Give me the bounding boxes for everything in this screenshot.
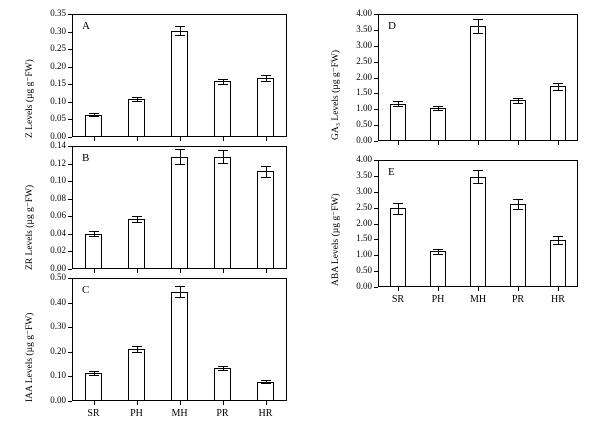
y-tick-mark	[68, 119, 72, 120]
x-tick-mark	[558, 287, 559, 291]
bar-a-pr	[214, 81, 231, 137]
bar-c-ph	[128, 349, 145, 401]
y-tick-mark	[68, 199, 72, 200]
y-tick-label: 3.00	[356, 39, 372, 50]
error-bar-cap	[261, 383, 271, 384]
y-axis-label-c: IAA Levels (µg g⁻FW)	[25, 312, 35, 402]
y-tick-mark	[374, 141, 378, 142]
error-bar-cap	[218, 370, 228, 371]
y-tick-mark	[68, 49, 72, 50]
y-tick-mark	[374, 125, 378, 126]
x-tick-label-mh: MH	[171, 408, 188, 419]
error-bar-cap	[553, 244, 563, 245]
bar-a-sr	[85, 115, 102, 137]
error-bar-cap	[132, 101, 142, 102]
error-bar-cap	[473, 170, 483, 171]
y-tick-label: 0.00	[50, 263, 66, 273]
y-tick-mark	[374, 14, 378, 15]
bar-e-mh	[470, 177, 486, 287]
error-bar-cap	[553, 83, 563, 84]
x-tick-mark	[94, 401, 95, 405]
error-bar-cap	[132, 352, 142, 353]
error-bar-cap	[433, 254, 443, 255]
panel-letter-d: D	[388, 20, 396, 32]
y-tick-mark	[68, 84, 72, 85]
error-bar-cap	[89, 116, 99, 117]
x-tick-mark	[266, 269, 267, 273]
error-bar-cap	[175, 149, 185, 150]
bar-d-ph	[430, 108, 446, 141]
y-tick-label: 0.10	[50, 370, 66, 381]
error-bar-cap	[218, 163, 228, 164]
x-tick-label-pr: PR	[216, 408, 229, 419]
y-tick-mark	[374, 93, 378, 94]
y-tick-mark	[374, 192, 378, 193]
y-tick-label: 3.50	[356, 23, 372, 34]
y-tick-label: 0.00	[50, 131, 66, 141]
y-tick-label: 0.40	[50, 296, 66, 307]
x-tick-mark	[518, 141, 519, 145]
error-bar-cap	[261, 177, 271, 178]
y-tick-label: 0.30	[50, 25, 66, 36]
x-tick-label-pr: PR	[511, 294, 525, 305]
y-tick-label: 0.50	[50, 272, 66, 282]
y-tick-mark	[68, 234, 72, 235]
error-bar-cap	[393, 101, 403, 102]
error-bar-cap	[261, 380, 271, 381]
error-bar-cap	[513, 103, 523, 104]
x-tick-mark	[266, 401, 267, 405]
error-bar-cap	[89, 371, 99, 372]
x-tick-label-hr: HR	[551, 294, 565, 305]
bar-a-ph	[128, 99, 145, 137]
error-bar-d-mh	[478, 19, 479, 33]
panel-letter-b: B	[82, 152, 90, 164]
error-bar-cap	[433, 110, 443, 111]
y-tick-mark	[68, 269, 72, 270]
y-tick-label: 0.15	[50, 78, 66, 89]
y-tick-mark	[68, 137, 72, 138]
error-bar-cap	[433, 249, 443, 250]
error-bar-cap	[218, 79, 228, 80]
y-tick-label: 3.00	[356, 185, 372, 196]
y-tick-mark	[68, 181, 72, 182]
y-tick-label: 0.30	[50, 321, 66, 332]
bar-a-mh	[171, 31, 188, 137]
x-tick-label-sr: SR	[391, 294, 405, 305]
y-tick-label: 4.00	[356, 8, 372, 18]
x-tick-mark	[558, 141, 559, 145]
error-bar-cap	[433, 106, 443, 107]
y-axis-label-a: Z Levels (µg g⁻FW)	[25, 58, 35, 138]
y-axis-label-b: ZR Levels (µg g⁻FW)	[25, 184, 35, 270]
error-bar-cap	[513, 199, 523, 200]
error-bar-cap	[175, 164, 185, 165]
error-bar-cap	[89, 375, 99, 376]
y-tick-mark	[68, 32, 72, 33]
y-tick-mark	[374, 160, 378, 161]
error-bar-b-pr	[223, 150, 224, 162]
y-tick-mark	[68, 303, 72, 304]
x-tick-mark	[478, 141, 479, 145]
x-tick-mark	[478, 287, 479, 291]
x-tick-mark	[223, 269, 224, 273]
y-tick-label: 1.00	[356, 103, 372, 114]
y-tick-label: 0.12	[50, 157, 66, 168]
y-tick-label: 0.14	[50, 140, 66, 150]
y-tick-mark	[374, 109, 378, 110]
x-tick-mark	[94, 269, 95, 273]
error-bar-cap	[175, 26, 185, 27]
error-bar-cap	[473, 19, 483, 20]
error-bar-cap	[175, 35, 185, 36]
bar-c-sr	[85, 373, 102, 401]
y-tick-label: 0.00	[356, 135, 372, 145]
y-tick-label: 1.50	[356, 233, 372, 244]
y-tick-label: 0.00	[50, 395, 66, 405]
y-tick-label: 1.00	[356, 249, 372, 260]
y-tick-label: 2.00	[356, 71, 372, 82]
y-tick-mark	[374, 30, 378, 31]
y-tick-label: 3.50	[356, 169, 372, 180]
error-bar-e-hr	[558, 236, 559, 244]
y-tick-label: 0.50	[356, 265, 372, 276]
x-tick-mark	[223, 137, 224, 141]
error-bar-c-mh	[180, 286, 181, 297]
bar-c-hr	[257, 382, 274, 401]
y-tick-mark	[68, 327, 72, 328]
y-tick-mark	[374, 62, 378, 63]
y-tick-mark	[374, 78, 378, 79]
x-tick-mark	[518, 287, 519, 291]
error-bar-cap	[261, 81, 271, 82]
x-tick-mark	[137, 401, 138, 405]
x-tick-mark	[137, 269, 138, 273]
error-bar-cap	[513, 98, 523, 99]
y-tick-label: 2.00	[356, 217, 372, 228]
error-bar-d-hr	[558, 83, 559, 90]
error-bar-cap	[218, 366, 228, 367]
y-tick-mark	[68, 352, 72, 353]
bar-b-mh	[171, 157, 188, 269]
error-bar-cap	[393, 214, 403, 215]
y-tick-mark	[374, 208, 378, 209]
x-tick-label-sr: SR	[87, 408, 100, 419]
y-tick-label: 2.50	[356, 55, 372, 66]
error-bar-cap	[513, 209, 523, 210]
bar-e-hr	[550, 240, 566, 287]
y-tick-label: 0.10	[50, 95, 66, 106]
x-tick-mark	[180, 269, 181, 273]
y-tick-label: 2.50	[356, 201, 372, 212]
y-tick-mark	[374, 239, 378, 240]
x-tick-mark	[180, 401, 181, 405]
y-tick-label: 0.50	[356, 119, 372, 130]
x-tick-mark	[94, 137, 95, 141]
y-tick-label: 0.35	[50, 8, 66, 18]
y-tick-mark	[374, 255, 378, 256]
y-axis-label-e: ABA Levels (µg g⁻FW)	[331, 192, 341, 286]
error-bar-cap	[132, 222, 142, 223]
y-tick-label: 0.06	[50, 210, 66, 221]
panel-letter-c: C	[82, 284, 90, 296]
bar-d-pr	[510, 100, 526, 141]
y-tick-mark	[374, 287, 378, 288]
y-tick-mark	[374, 46, 378, 47]
bar-d-sr	[390, 104, 406, 141]
error-bar-b-hr	[266, 166, 267, 177]
bar-a-hr	[257, 78, 274, 137]
error-bar-cap	[132, 97, 142, 98]
bar-e-pr	[510, 204, 526, 287]
bar-c-mh	[171, 292, 188, 401]
error-bar-e-mh	[478, 170, 479, 183]
error-bar-cap	[553, 90, 563, 91]
y-tick-mark	[68, 376, 72, 377]
bar-b-sr	[85, 234, 102, 269]
error-bar-cap	[473, 33, 483, 34]
y-tick-mark	[68, 164, 72, 165]
x-tick-label-ph: PH	[431, 294, 445, 305]
y-tick-mark	[374, 176, 378, 177]
x-tick-mark	[180, 137, 181, 141]
bar-e-sr	[390, 208, 406, 287]
error-bar-cap	[393, 203, 403, 204]
bar-d-hr	[550, 86, 566, 141]
y-tick-label: 0.08	[50, 192, 66, 203]
x-tick-label-ph: PH	[130, 408, 143, 419]
y-tick-mark	[68, 401, 72, 402]
y-tick-label: 0.25	[50, 43, 66, 54]
error-bar-a-mh	[180, 26, 181, 35]
x-tick-mark	[266, 137, 267, 141]
y-tick-label: 0.20	[50, 345, 66, 356]
y-tick-mark	[68, 102, 72, 103]
x-tick-mark	[137, 137, 138, 141]
error-bar-cap	[218, 84, 228, 85]
error-bar-b-mh	[180, 149, 181, 165]
error-bar-cap	[89, 113, 99, 114]
bar-b-pr	[214, 157, 231, 269]
bar-d-mh	[470, 26, 486, 141]
y-tick-mark	[68, 146, 72, 147]
error-bar-cap	[89, 236, 99, 237]
y-tick-label: 0.05	[50, 113, 66, 124]
bar-b-ph	[128, 219, 145, 269]
error-bar-cap	[175, 286, 185, 287]
error-bar-cap	[132, 346, 142, 347]
panel-letter-e: E	[388, 166, 395, 178]
x-tick-label-mh: MH	[469, 294, 487, 305]
error-bar-cap	[261, 166, 271, 167]
error-bar-cap	[261, 75, 271, 76]
bar-c-pr	[214, 368, 231, 401]
x-tick-mark	[223, 401, 224, 405]
error-bar-cap	[132, 216, 142, 217]
y-tick-label: 0.10	[50, 175, 66, 186]
x-tick-label-hr: HR	[258, 408, 273, 419]
y-tick-label: 0.02	[50, 245, 66, 256]
x-tick-mark	[438, 141, 439, 145]
y-axis-label-d: GA₃ Levels (µg g⁻FW)	[331, 49, 341, 140]
error-bar-cap	[218, 150, 228, 151]
y-tick-mark	[374, 271, 378, 272]
error-bar-cap	[393, 106, 403, 107]
y-tick-mark	[68, 67, 72, 68]
bar-b-hr	[257, 171, 274, 269]
y-tick-mark	[374, 224, 378, 225]
y-tick-mark	[68, 216, 72, 217]
panel-letter-a: A	[82, 20, 90, 32]
error-bar-cap	[553, 236, 563, 237]
y-tick-mark	[68, 14, 72, 15]
error-bar-cap	[473, 183, 483, 184]
error-bar-cap	[175, 297, 185, 298]
error-bar-cap	[89, 231, 99, 232]
error-bar-e-pr	[518, 199, 519, 209]
bar-e-ph	[430, 251, 446, 287]
y-tick-label: 0.20	[50, 60, 66, 71]
y-tick-label: 0.00	[356, 281, 372, 291]
y-tick-mark	[68, 251, 72, 252]
error-bar-e-sr	[398, 203, 399, 214]
x-tick-mark	[398, 287, 399, 291]
y-tick-label: 4.00	[356, 154, 372, 164]
x-tick-mark	[438, 287, 439, 291]
y-tick-label: 0.04	[50, 227, 66, 238]
y-tick-label: 1.50	[356, 87, 372, 98]
y-tick-mark	[68, 278, 72, 279]
x-tick-mark	[398, 141, 399, 145]
